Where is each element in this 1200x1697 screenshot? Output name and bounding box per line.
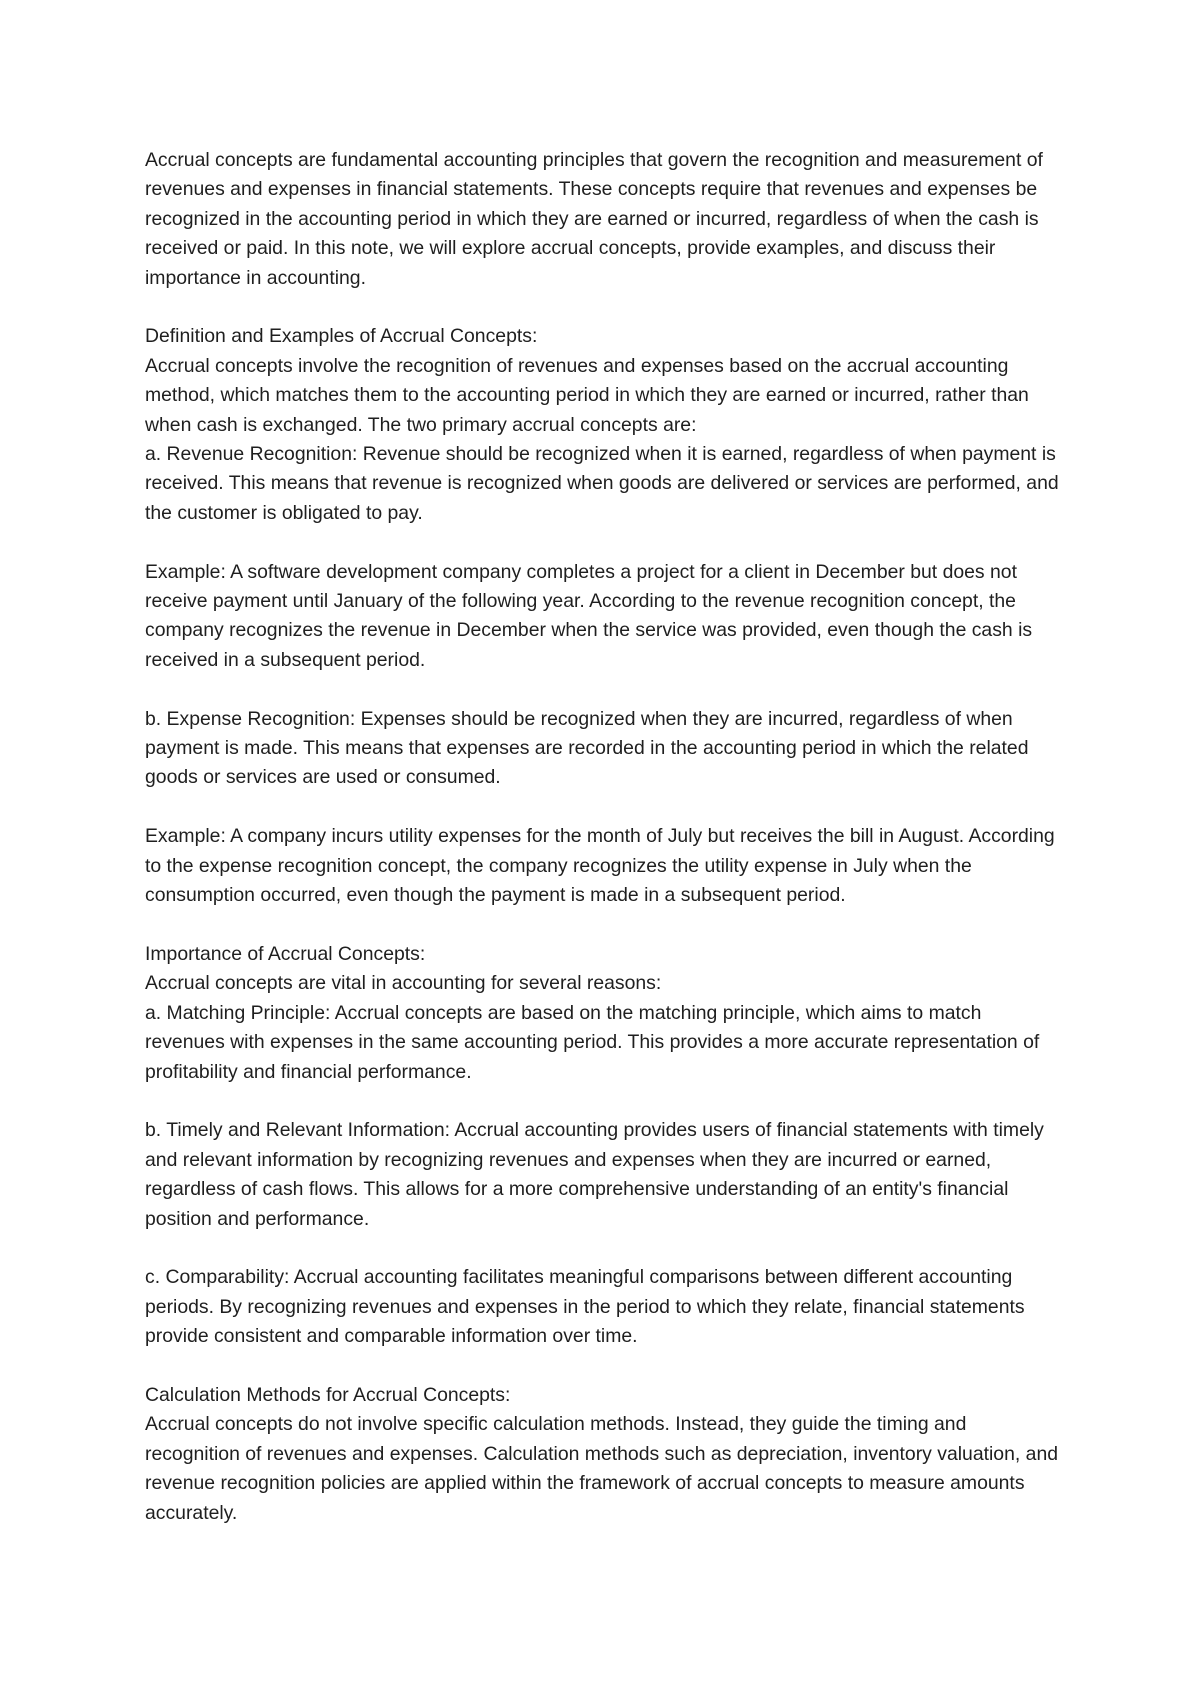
paragraph-spacer <box>145 1352 1065 1381</box>
paragraph-spacer <box>145 793 1065 822</box>
paragraph-spacer <box>145 528 1065 557</box>
matching-principle-paragraph: a. Matching Principle: Accrual concepts are based on the matching principle, which aims to match revenues with expenses in the same accounting period. This provides a more accurate representation of profitability and financial performance. <box>145 1001 1040 1083</box>
comparability-paragraph: c. Comparability: Accrual accounting facilitates meaningful comparisons between different accounting periods. By recognizing revenues and expenses in the period to which they relate, financial statements provide consistent and comparable information over time. <box>145 1266 1025 1348</box>
revenue-recognition-paragraph: a. Revenue Recognition: Revenue should be recognized when it is earned, regardless of when payment is received. This means that revenue is recognized when goods are delivered or services are performed, and the customer is obligated to pay. <box>145 443 1059 524</box>
document-body <box>145 146 1065 1528</box>
expense-recognition-paragraph: b. Expense Recognition: Expenses should be recognized when they are incurred, regardless of when payment is made. This means that expenses are recorded in the accounting period in which the related goods or services are used or consumed. <box>145 707 1029 789</box>
paragraph-spacer <box>145 1087 1065 1116</box>
paragraph-spacer <box>145 911 1065 940</box>
paragraph-spacer <box>145 293 1065 322</box>
importance-paragraph: Accrual concepts are vital in accounting for several reasons: <box>145 972 662 995</box>
section-heading-definition: Definition and Examples of Accrual Concepts: <box>145 325 538 348</box>
calculation-paragraph: Accrual concepts do not involve specific calculation methods. Instead, they guide the timing and recognition of revenues and expenses. Calculation methods such as depreciation, inventory valuation, and revenue recognition policies are applied within the framework of accrual concepts to measure amounts accurately. <box>145 1413 1059 1524</box>
expense-example-paragraph: Example: A company incurs utility expenses for the month of July but receives the bill in August. According to the expense recognition concept, the company recognizes the utility expense in July when the consumption occurred, even though the payment is made in a subsequent period. <box>145 825 1055 907</box>
section-heading-importance: Importance of Accrual Concepts: <box>145 942 426 965</box>
paragraph-spacer <box>145 1234 1065 1263</box>
paragraph-spacer <box>145 675 1065 704</box>
intro-paragraph: Accrual concepts are fundamental accounting principles that govern the recognition and measurement of revenues and expenses in financial statements. These concepts require that revenues and expenses be recognized in the accounting period in which they are earned or incurred, regardless of when the cash is received or paid. In this note, we will explore accrual concepts, provide examples, and discuss their importance in accounting. <box>145 149 1043 289</box>
section-heading-calculation: Calculation Methods for Accrual Concepts: <box>145 1383 511 1406</box>
definition-paragraph: Accrual concepts involve the recognition of revenues and expenses based on the accrual accounting method, which matches them to the accounting period in which they are earned or incurred, rather than when cash is exchanged. The two primary accrual concepts are: <box>145 354 1029 436</box>
revenue-example-paragraph: Example: A software development company completes a project for a client in December but does not receive payment until January of the following year. According to the revenue recognition concept, the company recognizes the revenue in December when the service was provided, even though the cash is received in a subsequent period. <box>145 560 1033 671</box>
timely-information-paragraph: b. Timely and Relevant Information: Accrual accounting provides users of financial statements with timely and relevant information by recognizing revenues and expenses when they are incurred or earned, regardless of cash flows. This allows for a more comprehensive understanding of an entity's financial position and performance. <box>145 1119 1044 1230</box>
